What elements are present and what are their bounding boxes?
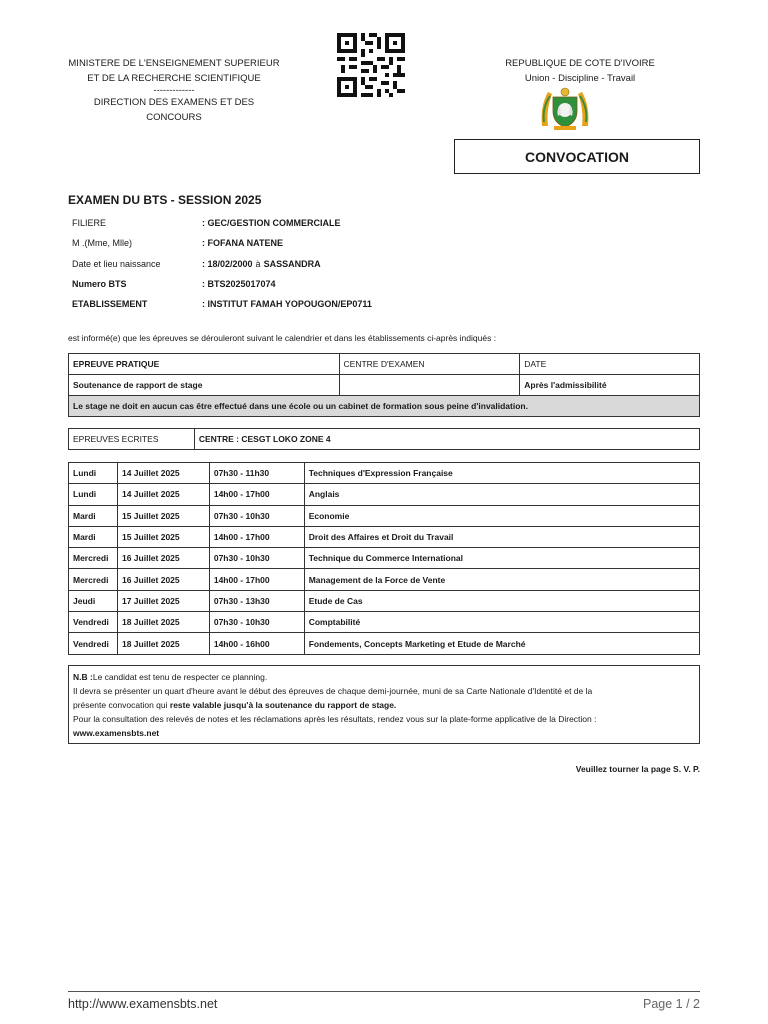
schedule-date: 15 Juillet 2025 (117, 526, 209, 547)
table-row (69, 548, 700, 569)
ministry-line-2: ET DE LA RECHERCHE SCIENTIFIQUE (87, 73, 261, 84)
table-row (69, 590, 700, 611)
name-row (72, 233, 372, 253)
ministry-header (60, 56, 288, 125)
schedule-subject: Economie (304, 505, 699, 526)
table-row (69, 484, 700, 505)
table-row (69, 569, 700, 590)
etablissement-row (72, 294, 372, 314)
etablissement-label: ETABLISSEMENT (72, 299, 148, 310)
footer-divider (68, 991, 700, 992)
schedule-date: 14 Juillet 2025 (117, 484, 209, 505)
national-motto: Union - Discipline - Travail (524, 73, 636, 84)
header-date: DATE (520, 354, 700, 375)
schedule-day: Mercredi (69, 548, 118, 569)
schedule-date: 16 Juillet 2025 (117, 569, 209, 590)
schedule-day: Lundi (69, 463, 118, 484)
nb-line-2: Il devra se présenter un quart d'heure avant le début des épreuves de chaque demi-journée, muni de sa Carte Nationale d'Identité et de la (73, 686, 593, 696)
schedule-day: Vendredi (69, 633, 118, 654)
footer-url-link[interactable]: http://www.examensbts.net (68, 997, 218, 1011)
nb-line-4: Pour la consultation des relevés de notes et les réclamations après les résultats, rendez vous sur la plate-forme applicative de la Direction : (73, 714, 597, 724)
republic-header (460, 56, 700, 86)
table-row (69, 633, 700, 654)
practical-epreuve: Soutenance de rapport de stage (69, 375, 340, 396)
schedule-time: 14h00 - 17h00 (209, 484, 304, 505)
warning-row (69, 396, 700, 417)
schedule-time: 07h30 - 10h30 (209, 612, 304, 633)
schedule-subject: Management de la Force de Vente (304, 569, 699, 590)
schedule-date: 14 Juillet 2025 (117, 463, 209, 484)
table-row (69, 375, 700, 396)
schedule-day: Mercredi (69, 569, 118, 590)
schedule-body (69, 463, 700, 655)
exam-title: EXAMEN DU BTS - SESSION 2025 (68, 193, 262, 207)
schedule-date: 17 Juillet 2025 (117, 590, 209, 611)
schedule-time: 14h00 - 16h00 (209, 633, 304, 654)
filiere-label: FILIERE (72, 218, 107, 229)
schedule-time: 07h30 - 10h30 (209, 505, 304, 526)
direction-line-1: DIRECTION DES EXAMENS ET DES (93, 97, 255, 108)
republic-name: REPUBLIQUE DE COTE D'IVOIRE (505, 58, 655, 69)
numero-value: : BTS2025017074 (202, 279, 276, 290)
schedule-subject: Anglais (304, 484, 699, 505)
schedule-day: Jeudi (69, 590, 118, 611)
candidate-info (72, 213, 372, 314)
numero-row (72, 274, 372, 294)
nota-bene-box (68, 665, 700, 744)
schedule-table (68, 462, 700, 655)
schedule-subject: Fondements, Concepts Marketing et Etude de Marché (304, 633, 699, 654)
written-label: EPREUVES ECRITES (69, 429, 195, 450)
schedule-date: 15 Juillet 2025 (117, 505, 209, 526)
ministry-line-1: MINISTERE DE L'ENSEIGNEMENT SUPERIEUR (68, 58, 280, 69)
schedule-day: Vendredi (69, 612, 118, 633)
schedule-time: 07h30 - 13h30 (209, 590, 304, 611)
coat-of-arms-icon (538, 86, 592, 134)
practical-date: Après l'admissibilité (520, 375, 700, 396)
schedule-subject: Technique du Commerce International (304, 548, 699, 569)
nb-text-1: Le candidat est tenu de respecter ce planning. (92, 672, 268, 682)
birth-place: SASSANDRA (263, 258, 321, 269)
birth-date: : 18/02/2000 (202, 258, 253, 269)
schedule-date: 18 Juillet 2025 (117, 633, 209, 654)
nb-url-link[interactable]: www.examensbts.net (73, 728, 160, 738)
numero-label: Numero BTS (72, 279, 127, 290)
direction-line-2: CONCOURS (146, 112, 202, 123)
name-label: M .(Mme, Mlle) (72, 238, 132, 249)
practical-centre (339, 375, 520, 396)
birth-a: à (255, 258, 261, 269)
etablissement-value: : INSTITUT FAMAH YOPOUGON/EP0711 (202, 299, 372, 310)
filiere-row (72, 213, 372, 233)
table-row (69, 429, 700, 450)
page-number: Page 1 / 2 (643, 997, 700, 1011)
table-row (69, 526, 700, 547)
nb-line-3 (73, 698, 695, 712)
intro-text: est informé(e) que les épreuves se dérouleront suivant le calendrier et dans les établissements ci-après indiqués : (68, 333, 497, 343)
filiere-value: : GEC/GESTION COMMERCIALE (202, 218, 341, 229)
header-epreuve-pratique: EPREUVE PRATIQUE (69, 354, 340, 375)
nb-text-3: présente convocation qui (73, 700, 168, 710)
schedule-day: Mardi (69, 505, 118, 526)
written-centre: CENTRE : CESGT LOKO ZONE 4 (194, 429, 699, 450)
nb-text-3-bold: reste valable jusqu'à la soutenance du rapport de stage. (169, 700, 397, 710)
turn-page-note: Veuillez tourner la page S. V. P. (575, 764, 700, 774)
schedule-subject: Etude de Cas (304, 590, 699, 611)
schedule-time: 07h30 - 10h30 (209, 548, 304, 569)
written-centre-table (68, 428, 700, 450)
schedule-subject: Techniques d'Expression Française (304, 463, 699, 484)
separator: ------------- (153, 85, 195, 96)
birth-row (72, 254, 372, 274)
table-row (69, 505, 700, 526)
name-value: : FOFANA NATENE (202, 238, 283, 249)
nb-line-1 (73, 670, 695, 684)
schedule-time: 14h00 - 17h00 (209, 569, 304, 590)
practical-exam-table (68, 353, 700, 417)
convocation-title: CONVOCATION (454, 139, 700, 174)
header-centre-examen: CENTRE D'EXAMEN (339, 354, 520, 375)
table-row (69, 463, 700, 484)
schedule-subject: Droit des Affaires et Droit du Travail (304, 526, 699, 547)
schedule-time: 07h30 - 11h30 (209, 463, 304, 484)
qr-code-icon (337, 33, 405, 97)
table-header-row (69, 354, 700, 375)
table-row (69, 612, 700, 633)
schedule-day: Mardi (69, 526, 118, 547)
schedule-day: Lundi (69, 484, 118, 505)
schedule-subject: Comptabilité (304, 612, 699, 633)
schedule-date: 16 Juillet 2025 (117, 548, 209, 569)
birth-label: Date et lieu naissance (72, 258, 161, 269)
nb-label: N.B : (73, 672, 93, 682)
stage-warning: Le stage ne doit en aucun cas être effectué dans une école ou un cabinet de formation sous peine d'invalidation. (69, 396, 700, 417)
schedule-time: 14h00 - 17h00 (209, 526, 304, 547)
schedule-date: 18 Juillet 2025 (117, 612, 209, 633)
